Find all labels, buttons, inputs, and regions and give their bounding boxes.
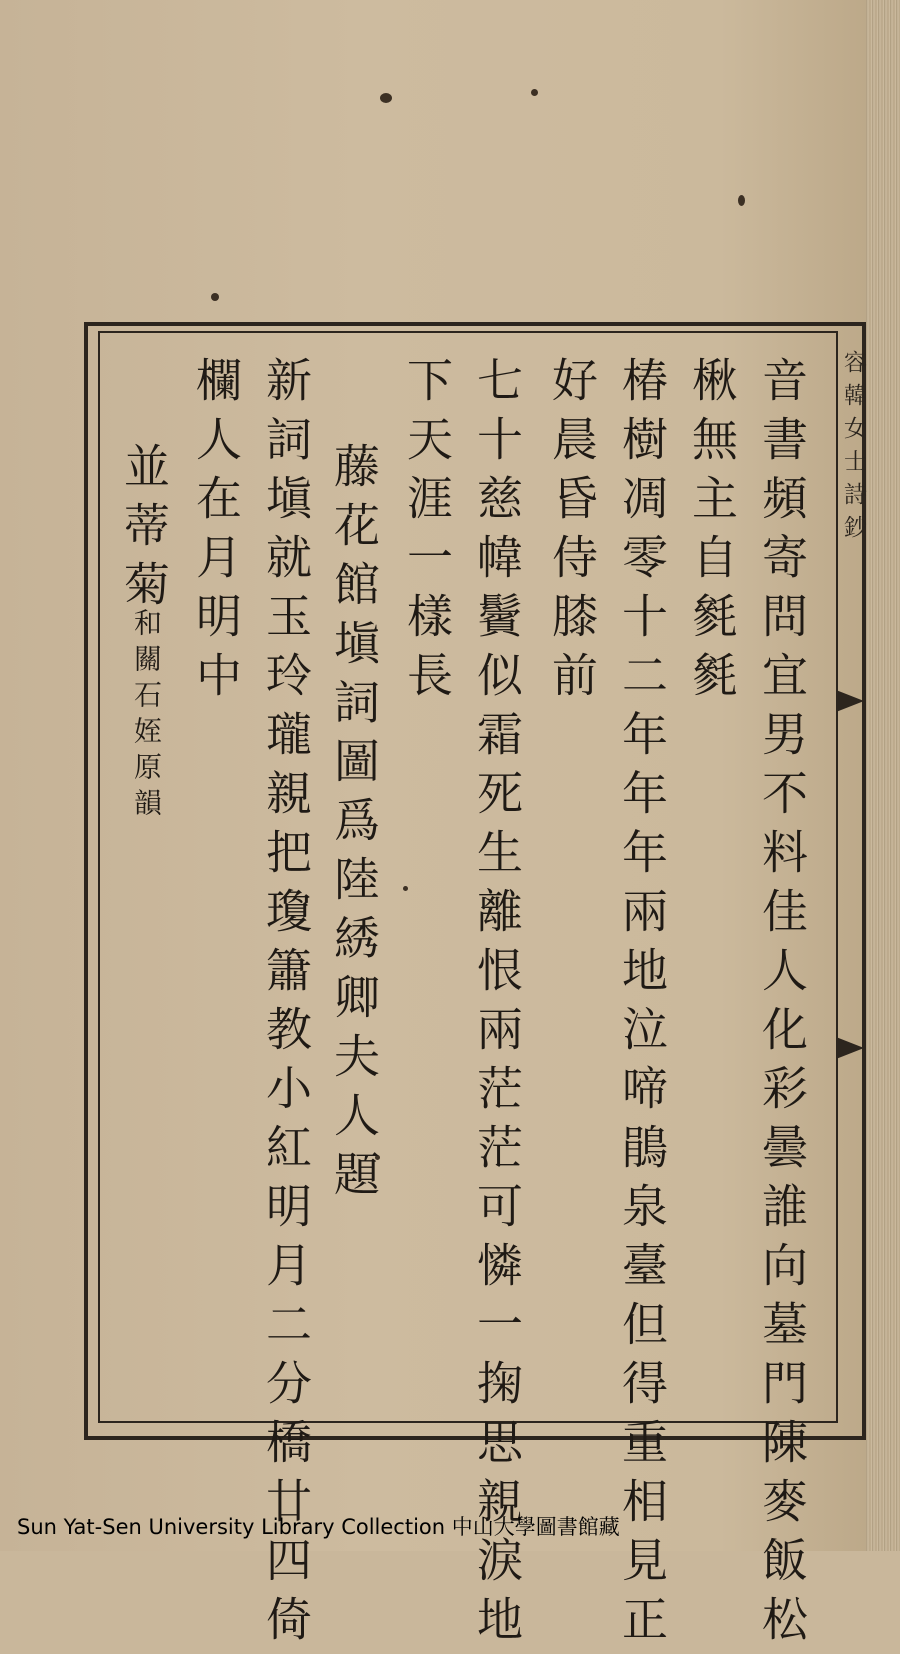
library-credit: Sun Yat-Sen University Library Collection 中山大學圖書館藏: [17, 1515, 620, 1539]
ink-spot: [738, 195, 745, 206]
text-column-2: 楸無主自毿毿: [685, 356, 739, 710]
text-column-9: 欄人在月明中: [189, 356, 243, 710]
fish-tail-mark-upper: [836, 690, 864, 712]
poem-title-bingdiju: 並蒂菊: [117, 442, 171, 619]
text-column-8: 新詞塡就玉玲瓏親把瓊簫教小紅明月二分橋廿四倚: [259, 356, 313, 1654]
ink-spot: [531, 89, 538, 96]
text-column-6: 下天涯一樣長: [400, 356, 454, 710]
text-column-4: 好晨昏侍膝前: [545, 356, 599, 710]
title-annotation: 和關石姪原韻: [130, 608, 163, 824]
text-column-3: 椿樹凋零十二年年年兩地泣啼鵑泉臺但得重相見正: [615, 356, 669, 1654]
ink-spot: [380, 93, 392, 103]
text-column-1: 音書頻寄問宜男不料佳人化彩曇誰向墓門陳麥飯松: [755, 356, 809, 1654]
text-column-5: 七十慈幃鬢似霜死生離恨兩茫茫可憐一掬思親淚地: [470, 356, 524, 1654]
poem-title-column: 藤花館塡詞圖爲陸綉卿夫人題: [327, 442, 381, 1209]
page-edge: [866, 0, 900, 1551]
fish-tail-mark-lower: [836, 1037, 864, 1059]
ink-spot: [211, 293, 219, 301]
book-title: 容韓女士詩鈔: [840, 350, 866, 548]
